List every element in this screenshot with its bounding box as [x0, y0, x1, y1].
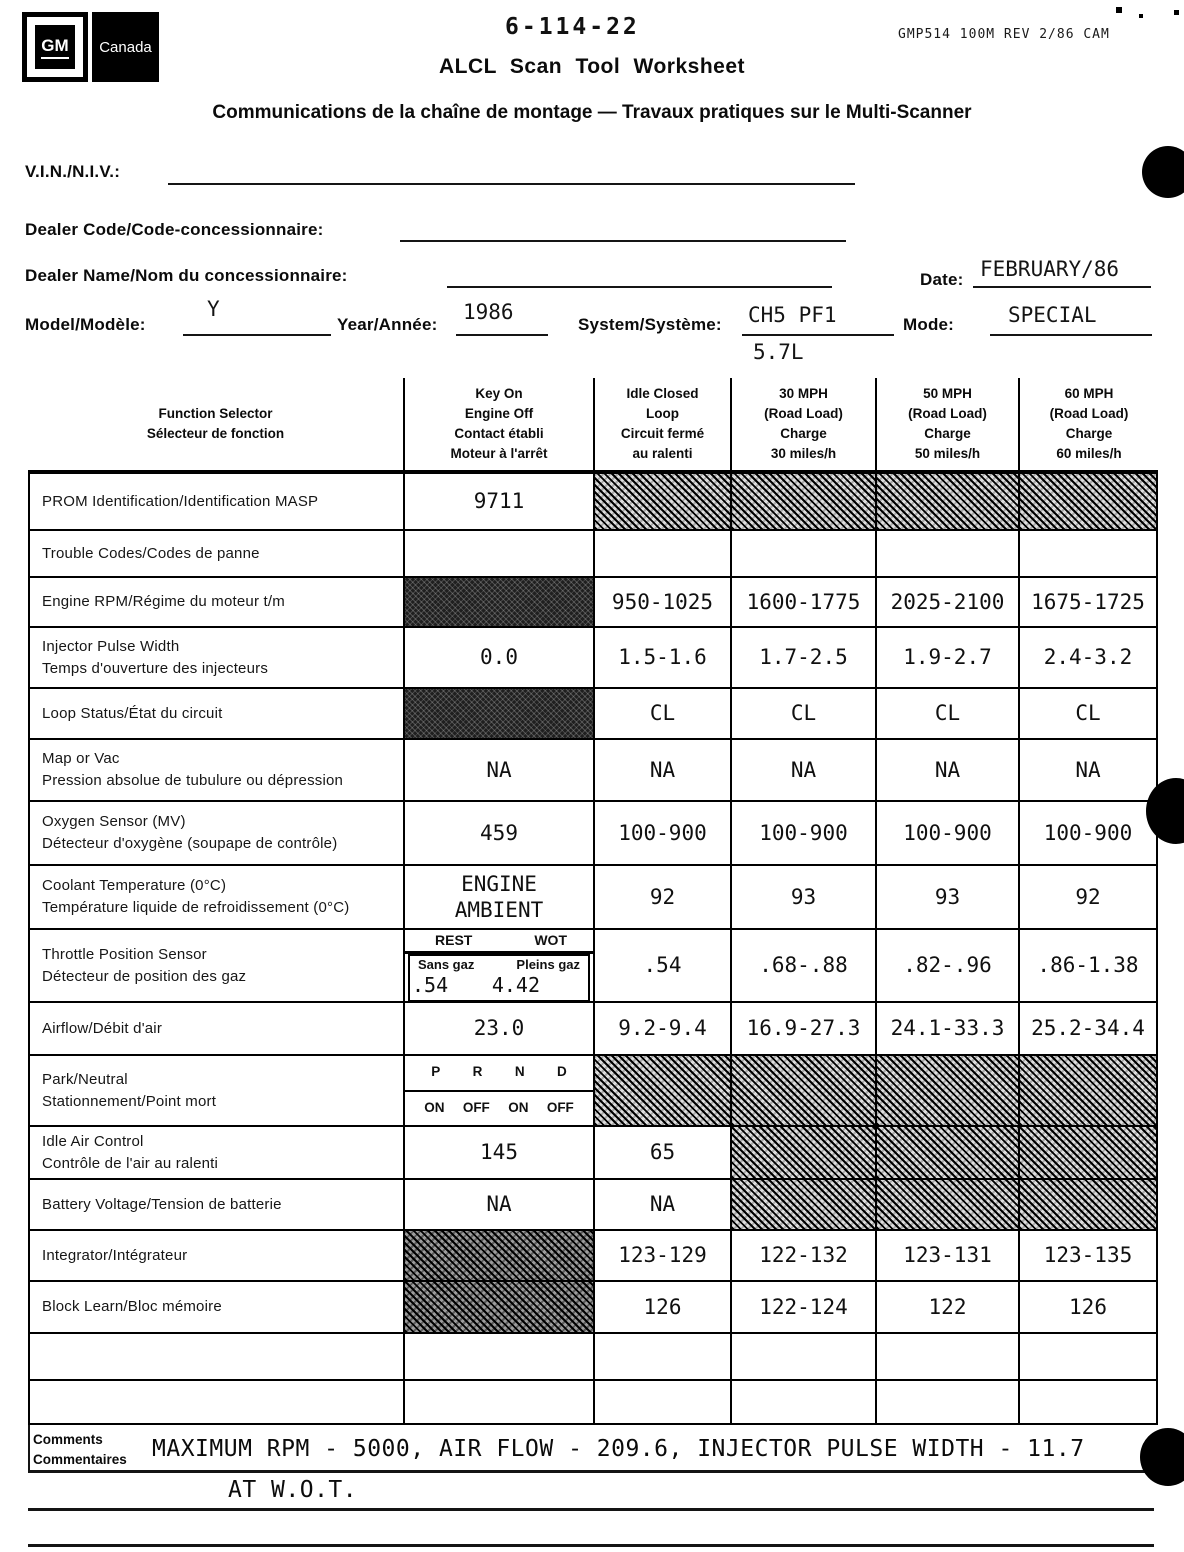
cell-injector-pulse-width-60-mph: 2.4-3.2	[1018, 628, 1158, 687]
cell-integrator-50-mph: 123-131	[875, 1231, 1018, 1280]
cell-blank-1-60-mph	[1018, 1334, 1158, 1379]
mode-value: SPECIAL	[1008, 303, 1097, 327]
row-prom-identification	[28, 474, 1158, 531]
system-label: System/Système:	[578, 315, 722, 334]
cell-trouble-codes-idle-closed-loop	[593, 531, 730, 576]
cell-battery-voltage-60-mph	[1018, 1180, 1158, 1229]
prnd-gear: N	[514, 1064, 525, 1080]
cell-park-neutral-60-mph	[1018, 1056, 1158, 1125]
cell-map-or-vac-idle-closed-loop: NA	[593, 740, 730, 800]
row-label-blank-1	[28, 1334, 403, 1379]
cell-prom-identification-60-mph	[1018, 474, 1158, 529]
comments-label-fr: Commentaires	[33, 1452, 127, 1468]
cell-integrator-30-mph: 122-132	[730, 1231, 875, 1280]
cell-injector-pulse-width-30-mph: 1.7-2.5	[730, 628, 875, 687]
row-park-neutral	[28, 1056, 1158, 1127]
scan-speck	[1174, 10, 1179, 15]
doc-number: 6-114-22	[505, 14, 640, 40]
cell-battery-voltage-idle-closed-loop: NA	[593, 1180, 730, 1229]
cell-airflow-idle-closed-loop: 9.2-9.4	[593, 1003, 730, 1054]
tps-sans-gaz-label: Sans gaz	[418, 956, 475, 972]
row-label-park-neutral: Park/Neutral Stationnement/Point mort	[28, 1056, 403, 1125]
tps-rest-label: REST	[435, 932, 473, 948]
cell-idle-air-control-key-on-engine-off: 145	[403, 1127, 593, 1178]
cell-idle-air-control-50-mph	[875, 1127, 1018, 1178]
cell-blank-2-key-on-engine-off	[403, 1381, 593, 1423]
cell-loop-status-key-on-engine-off	[403, 689, 593, 738]
vin-line	[168, 183, 855, 185]
cell-battery-voltage-key-on-engine-off: NA	[403, 1180, 593, 1229]
cell-oxygen-sensor-key-on-engine-off: 459	[403, 802, 593, 864]
dealer-name-line	[447, 286, 832, 288]
cell-prom-identification-50-mph	[875, 474, 1018, 529]
cell-idle-air-control-60-mph	[1018, 1127, 1158, 1178]
cell-coolant-temperature-key-on-engine-off: ENGINE AMBIENT	[403, 866, 593, 928]
header-function-selector: Function Selector Sélecteur de fonction	[146, 405, 285, 441]
cell-integrator-60-mph: 123-135	[1018, 1231, 1158, 1280]
cell-loop-status-idle-closed-loop: CL	[593, 689, 730, 738]
row-label-engine-rpm: Engine RPM/Régime du moteur t/m	[28, 578, 403, 626]
system-line	[742, 334, 894, 336]
system-value: CH5 PF1	[748, 303, 837, 327]
cell-engine-rpm-60-mph: 1675-1725	[1018, 578, 1158, 626]
row-block-learn	[28, 1282, 1158, 1334]
prnd-state: ON	[424, 1099, 445, 1115]
cell-blank-1-50-mph	[875, 1334, 1018, 1379]
row-label-battery-voltage: Battery Voltage/Tension de batterie	[28, 1180, 403, 1229]
row-loop-status	[28, 689, 1158, 740]
cell-trouble-codes-60-mph	[1018, 531, 1158, 576]
row-label-trouble-codes: Trouble Codes/Codes de panne	[28, 531, 403, 576]
cell-oxygen-sensor-60-mph: 100-900	[1018, 802, 1158, 864]
prnd-state: ON	[508, 1099, 529, 1115]
dealer-name-label: Dealer Name/Nom du concessionnaire:	[25, 266, 348, 285]
prnd-gear: P	[431, 1064, 441, 1080]
cell-block-learn-idle-closed-loop: 126	[593, 1282, 730, 1332]
cell-blank-1-30-mph	[730, 1334, 875, 1379]
cell-blank-1-key-on-engine-off	[403, 1334, 593, 1379]
model-label: Model/Modèle:	[25, 315, 146, 334]
cell-blank-1-idle-closed-loop	[593, 1334, 730, 1379]
year-label: Year/Année:	[337, 315, 438, 334]
scan-table	[28, 378, 1158, 1425]
dealer-code-line	[400, 240, 846, 242]
cell-oxygen-sensor-30-mph: 100-900	[730, 802, 875, 864]
cell-trouble-codes-30-mph	[730, 531, 875, 576]
comment-line-1: MAXIMUM RPM - 5000, AIR FLOW - 209.6, INJECTOR PULSE WIDTH - 11.7	[152, 1436, 1085, 1462]
cell-coolant-temperature-idle-closed-loop: 92	[593, 866, 730, 928]
cell-injector-pulse-width-idle-closed-loop: 1.5-1.6	[593, 628, 730, 687]
row-label-loop-status: Loop Status/État du circuit	[28, 689, 403, 738]
cell-prom-identification-30-mph	[730, 474, 875, 529]
cell-oxygen-sensor-idle-closed-loop: 100-900	[593, 802, 730, 864]
canada-logo-text: Canada	[99, 38, 152, 56]
row-label-injector-pulse-width: Injector Pulse Width Temps d'ouverture des injecteurs	[28, 628, 403, 687]
cell-integrator-key-on-engine-off	[403, 1231, 593, 1280]
cell-throttle-position-sensor-30-mph: .68-.88	[730, 930, 875, 1001]
vin-label: V.I.N./N.I.V.:	[25, 162, 121, 181]
row-label-coolant-temperature: Coolant Temperature (0°C) Température liquide de refroidissement (0°C)	[28, 866, 403, 928]
cell-loop-status-30-mph: CL	[730, 689, 875, 738]
row-label-prom-identification: PROM Identification/Identification MASP	[28, 474, 403, 529]
cell-park-neutral-30-mph	[730, 1056, 875, 1125]
cell-blank-2-idle-closed-loop	[593, 1381, 730, 1423]
comments-rule-1	[28, 1470, 1154, 1473]
row-label-idle-air-control: Idle Air Control Contrôle de l'air au ralenti	[28, 1127, 403, 1178]
prnd-gear: D	[556, 1064, 567, 1080]
tps-wot-label: WOT	[534, 932, 567, 948]
cell-blank-2-30-mph	[730, 1381, 875, 1423]
prnd-gears-row	[405, 1056, 593, 1092]
date-value: FEBRUARY/86	[980, 257, 1120, 281]
cell-engine-rpm-idle-closed-loop: 950-1025	[593, 578, 730, 626]
tps-pleins-gaz-label: Pleins gaz	[516, 956, 580, 972]
cell-prom-identification-idle-closed-loop	[593, 474, 730, 529]
cell-engine-rpm-50-mph: 2025-2100	[875, 578, 1018, 626]
row-throttle-position-sensor	[28, 930, 1158, 1003]
cell-map-or-vac-60-mph: NA	[1018, 740, 1158, 800]
tps-wot-value: 4.42	[491, 972, 540, 997]
row-label-blank-2	[28, 1381, 403, 1423]
prnd-state: OFF	[546, 1099, 574, 1115]
row-airflow	[28, 1003, 1158, 1056]
row-label-oxygen-sensor: Oxygen Sensor (MV) Détecteur d'oxygène (soupape de contrôle)	[28, 802, 403, 864]
prnd-gear: R	[472, 1064, 483, 1080]
comments-rule-2	[28, 1508, 1154, 1511]
row-injector-pulse-width	[28, 628, 1158, 689]
tps-rest-value: .54	[412, 972, 449, 997]
cell-blank-2-50-mph	[875, 1381, 1018, 1423]
gm-logo-text: GM	[41, 36, 68, 59]
row-map-or-vac	[28, 740, 1158, 802]
cell-airflow-60-mph: 25.2-34.4	[1018, 1003, 1158, 1054]
cell-map-or-vac-50-mph: NA	[875, 740, 1018, 800]
cell-map-or-vac-key-on-engine-off: NA	[403, 740, 593, 800]
row-label-airflow: Airflow/Débit d'air	[28, 1003, 403, 1054]
cell-coolant-temperature-60-mph: 92	[1018, 866, 1158, 928]
punch-hole	[1142, 146, 1184, 198]
cell-throttle-position-sensor-key-on-engine-off	[403, 930, 593, 1001]
cell-map-or-vac-30-mph: NA	[730, 740, 875, 800]
page-subtitle: Communications de la chaîne de montage — Travaux pratiques sur le Multi-Scanner	[212, 102, 972, 123]
cell-throttle-position-sensor-50-mph: .82-.96	[875, 930, 1018, 1001]
header-key-on-engine-off: Key On Engine Off Contact établi Moteur à l'arrêt	[403, 378, 593, 470]
model-value: Y	[207, 297, 220, 321]
year-value: 1986	[463, 300, 514, 324]
date-line	[973, 286, 1151, 288]
cell-engine-rpm-30-mph: 1600-1775	[730, 578, 875, 626]
model-line	[183, 334, 331, 336]
row-blank-1	[28, 1334, 1158, 1381]
cell-coolant-temperature-50-mph: 93	[875, 866, 1018, 928]
cell-prom-identification-key-on-engine-off: 9711	[403, 474, 593, 529]
cell-airflow-key-on-engine-off: 23.0	[403, 1003, 593, 1054]
row-engine-rpm	[28, 578, 1158, 628]
header-60-mph: 60 MPH (Road Load) Charge 60 miles/h	[1018, 378, 1158, 470]
cell-loop-status-60-mph: CL	[1018, 689, 1158, 738]
cell-park-neutral-50-mph	[875, 1056, 1018, 1125]
page-title: ALCL Scan Tool Worksheet	[438, 55, 746, 78]
date-label: Date:	[920, 270, 964, 289]
cell-blank-2-60-mph	[1018, 1381, 1158, 1423]
mode-label: Mode:	[903, 315, 955, 334]
prnd-subcell	[405, 1056, 593, 1125]
row-oxygen-sensor	[28, 802, 1158, 866]
cell-block-learn-30-mph: 122-124	[730, 1282, 875, 1332]
punch-hole	[1140, 1428, 1184, 1486]
header-idle-closed-loop: Idle Closed Loop Circuit fermé au ralenti	[593, 378, 730, 470]
cell-block-learn-60-mph: 126	[1018, 1282, 1158, 1332]
cell-oxygen-sensor-50-mph: 100-900	[875, 802, 1018, 864]
cell-airflow-50-mph: 24.1-33.3	[875, 1003, 1018, 1054]
cell-injector-pulse-width-key-on-engine-off: 0.0	[403, 628, 593, 687]
comments-left-border	[28, 1425, 30, 1470]
form-code: GMP514 100M REV 2/86 CAM	[898, 27, 1110, 42]
cell-engine-rpm-key-on-engine-off	[403, 578, 593, 626]
header-50-mph: 50 MPH (Road Load) Charge 50 miles/h	[875, 378, 1018, 470]
mode-line	[990, 334, 1152, 336]
system-value-2: 5.7L	[753, 340, 804, 364]
row-integrator	[28, 1231, 1158, 1282]
tps-subcell	[405, 930, 593, 1001]
cell-block-learn-key-on-engine-off	[403, 1282, 593, 1332]
cell-trouble-codes-50-mph	[875, 531, 1018, 576]
cell-injector-pulse-width-50-mph: 1.9-2.7	[875, 628, 1018, 687]
cell-throttle-position-sensor-idle-closed-loop: .54	[593, 930, 730, 1001]
comments-rule-3	[28, 1544, 1154, 1547]
row-label-throttle-position-sensor: Throttle Position Sensor Détecteur de position des gaz	[28, 930, 403, 1001]
row-coolant-temperature	[28, 866, 1158, 930]
cell-airflow-30-mph: 16.9-27.3	[730, 1003, 875, 1054]
dealer-code-label: Dealer Code/Code-concessionnaire:	[25, 220, 324, 239]
prnd-state: OFF	[462, 1099, 490, 1115]
row-label-block-learn: Block Learn/Bloc mémoire	[28, 1282, 403, 1332]
cell-throttle-position-sensor-60-mph: .86-1.38	[1018, 930, 1158, 1001]
cell-integrator-idle-closed-loop: 123-129	[593, 1231, 730, 1280]
cell-block-learn-50-mph: 122	[875, 1282, 1018, 1332]
scan-speck	[1139, 14, 1143, 18]
cell-park-neutral-key-on-engine-off	[403, 1056, 593, 1125]
cell-idle-air-control-30-mph	[730, 1127, 875, 1178]
comment-line-2: AT W.O.T.	[228, 1477, 358, 1503]
cell-trouble-codes-key-on-engine-off	[403, 531, 593, 576]
cell-loop-status-50-mph: CL	[875, 689, 1018, 738]
scan-speck	[1116, 7, 1122, 13]
cell-coolant-temperature-30-mph: 93	[730, 866, 875, 928]
comments-label-en: Comments	[33, 1432, 103, 1447]
row-label-integrator: Integrator/Intégrateur	[28, 1231, 403, 1280]
cell-battery-voltage-50-mph	[875, 1180, 1018, 1229]
cell-park-neutral-idle-closed-loop	[593, 1056, 730, 1125]
cell-idle-air-control-idle-closed-loop: 65	[593, 1127, 730, 1178]
table-header-row	[28, 378, 1158, 474]
cell-battery-voltage-30-mph	[730, 1180, 875, 1229]
row-label-map-or-vac: Map or Vac Pression absolue de tubulure ou dépression	[28, 740, 403, 800]
header-30-mph: 30 MPH (Road Load) Charge 30 miles/h	[730, 378, 875, 470]
year-line	[456, 334, 548, 336]
prnd-state-row	[405, 1092, 593, 1126]
row-idle-air-control	[28, 1127, 1158, 1180]
row-trouble-codes	[28, 531, 1158, 578]
row-battery-voltage	[28, 1180, 1158, 1231]
comments-label	[33, 1430, 127, 1471]
row-blank-2	[28, 1381, 1158, 1425]
